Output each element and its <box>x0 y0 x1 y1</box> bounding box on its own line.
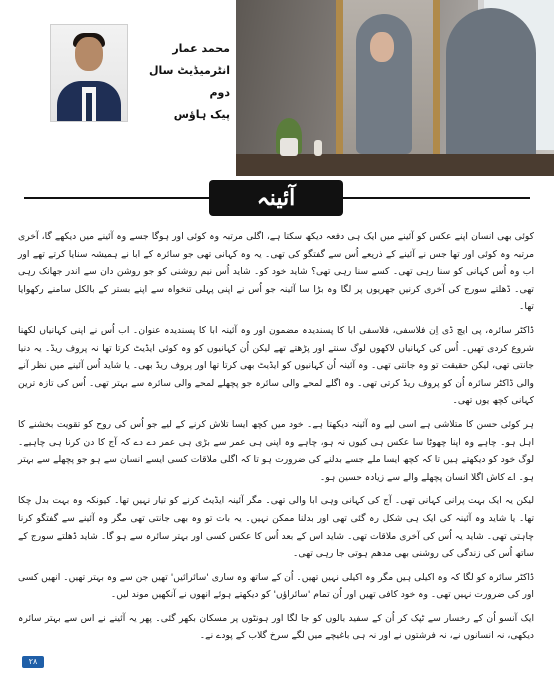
page-number: ۲۸ <box>22 656 44 668</box>
illustration-mirror <box>236 0 554 176</box>
article-title: آئینہ <box>209 180 343 216</box>
paragraph: لیکن یہ ایک بہت پرانی کہانی تھی۔ آج کی کہانی وہی ابا والی تھی۔ مگر آئینہ ایڈیٹ کرنے کو تیار نہیں تھا۔ کیونکہ وہ بہت بدل چکا تھا۔ یا شاید وہ آئینہ کی ایک ہی شکل رہ گئی تھی اور بدلنا ممکن نہیں۔ یہ بات تو وہ بھی جانتی تھی مگر وہ آئینے سے گفتگو کرنا چاہتی تھی۔ شاید یہ اُس کی آخری ملاقات تھی۔ شاید اس کے بعد اُس کا عکس کسی اور بہتر سائرہ سے ہو گا۔ شاید ڈھلتے سورج کے ساتھ اُس کی زندگی کی روشنی بھی مدھم ہوتی جا رہی تھی۔ <box>18 495 534 560</box>
paragraph: کوئی بھی انسان اپنے عکس کو آئینے میں ایک ہی دفعہ دیکھ سکتا ہے، اگلی مرتبہ وہ کوئی اور ہوگا جسے وہ آئینے میں دیکھے گا، آخری مرتبہ وہ کوئی اور تھا جس نے آئینے کے ذریعے اُس سے گفتگو کی تھی۔ یہ وہ کہانی تھی جو سائرہ کے ابا نے ہمیشہ سنایا کرتے تھے اور اب وہ اُس کہانی کو سنا رہی تھی۔ کسے سنا رہی تھی؟ شاید خود کو۔ شاید اُس نیم روشنی کو جو روشن دان سے اندر جھانک رہی تھی۔ ڈھلتے سورج کی آخری کرنیں جھریوں پر لگا وہ بڑا سا آئینہ جو اُس نے اپنی پہلی تنخواہ سے اپنے بستر کے بالکل سامنے رکھوایا تھا۔ <box>18 231 534 313</box>
author-house: پیک ہاؤس <box>173 108 230 121</box>
header <box>0 0 554 176</box>
author-card <box>0 0 236 176</box>
paragraph: ہر کوئی حسن کا متلاشی ہے اسی لیے وہ آئینہ دیکھتا ہے۔ خود میں کچھ ایسا تلاش کرنے کے لیے جو اُس کی روح کو تقویت بخشنے کا اہل ہو۔ چاہے وہ اپنا چھوٹا سا عکس ہی کیوں نہ ہو، چاہے وہ اپنی ہی عمر سے بڑی ہی عمر دے دے کہ آج کا دن کرنا ہی چاہیے۔ لوگ خود کو دیکھتے ہیں تا کہ کچھ ایسا ملے جسے بدلنے کی ضرورت ہو تا کہ اگلی ملاقات کسی ایسے انسان سے ہو جو پچھلے سے بہتر ہو۔ اے کاش اگلا انسان پچھلے والے سے زیادہ حسین ہو۔ <box>18 418 534 483</box>
author-class: انٹرمیڈیٹ سال دوم <box>149 64 230 99</box>
paragraph: ڈاکٹر سائرہ کو لگا کہ وہ اکیلی ہیں مگر وہ اکیلی نہیں تھیں۔ اُن کے ساتھ وہ ساری 'سائرائیں' تھیں جن سے وہ بہتر تھیں۔ انھیں کسی اور کی ضرورت نہیں تھی۔ وہ خود کافی تھیں اور اُن تمام 'سائراؤں' کو دیکھتے ہوئے انھوں نے آنکھیں موند لیں۔ <box>18 571 534 601</box>
paragraph: ڈاکٹر سائرہ، پی ایچ ڈی اِن فلاسفی، فلاسفی ابا کا پسندیدہ مضمون اور وہ آئینہ ابا کا پسندیدہ عنوان۔ اب اُس نے اپنی کہانیاں لکھنا شروع کردی تھیں۔ اُس کی کہانیاں لاکھوں لوگ سنتے اور پڑھتے تھے لیکن اُن کہانیوں کو وہ کوئی ایڈیٹ کرتا تھا نہ پروف ریڈ۔ یہ دنیا جانتی تھی، لیکن حقیقت تو وہ جانتی تھی۔ وہ آئینہ اُن کہانیوں کو ایڈیٹ بھی کرتا تھا اور پروف ریڈ بھی۔ یا شاید اُس آئینے میں نظر آنے والی ڈاکٹر سائرہ اُن کو پروف ریڈ کرتی تھی۔ وہ اگلے لمحے والی سائرہ جو پچھلے لمحے والی سائرہ سے بہتر تھی۔ اُس کی تازہ ترین کہانی کچھ یوں تھی۔ <box>18 324 534 407</box>
paragraph: ایک آنسو اُن کے رخسار سے ٹپک کر اُن کے سفید بالوں کو جا لگا اور ہونٹوں پر مسکان بکھر گئی۔ پھر یہ آئینے نے اس سے بہتر سائرہ دیکھی، نہ انسانوں نے، نہ فرشتوں نے اور نہ ہی باغیچے میں لگے سرخ گلاب کے پودے نے۔ <box>18 612 534 642</box>
title-bar <box>0 180 554 216</box>
article-body <box>18 228 534 651</box>
author-photo <box>50 24 128 122</box>
author-name: محمد عمار <box>172 42 230 55</box>
author-info <box>134 38 230 126</box>
